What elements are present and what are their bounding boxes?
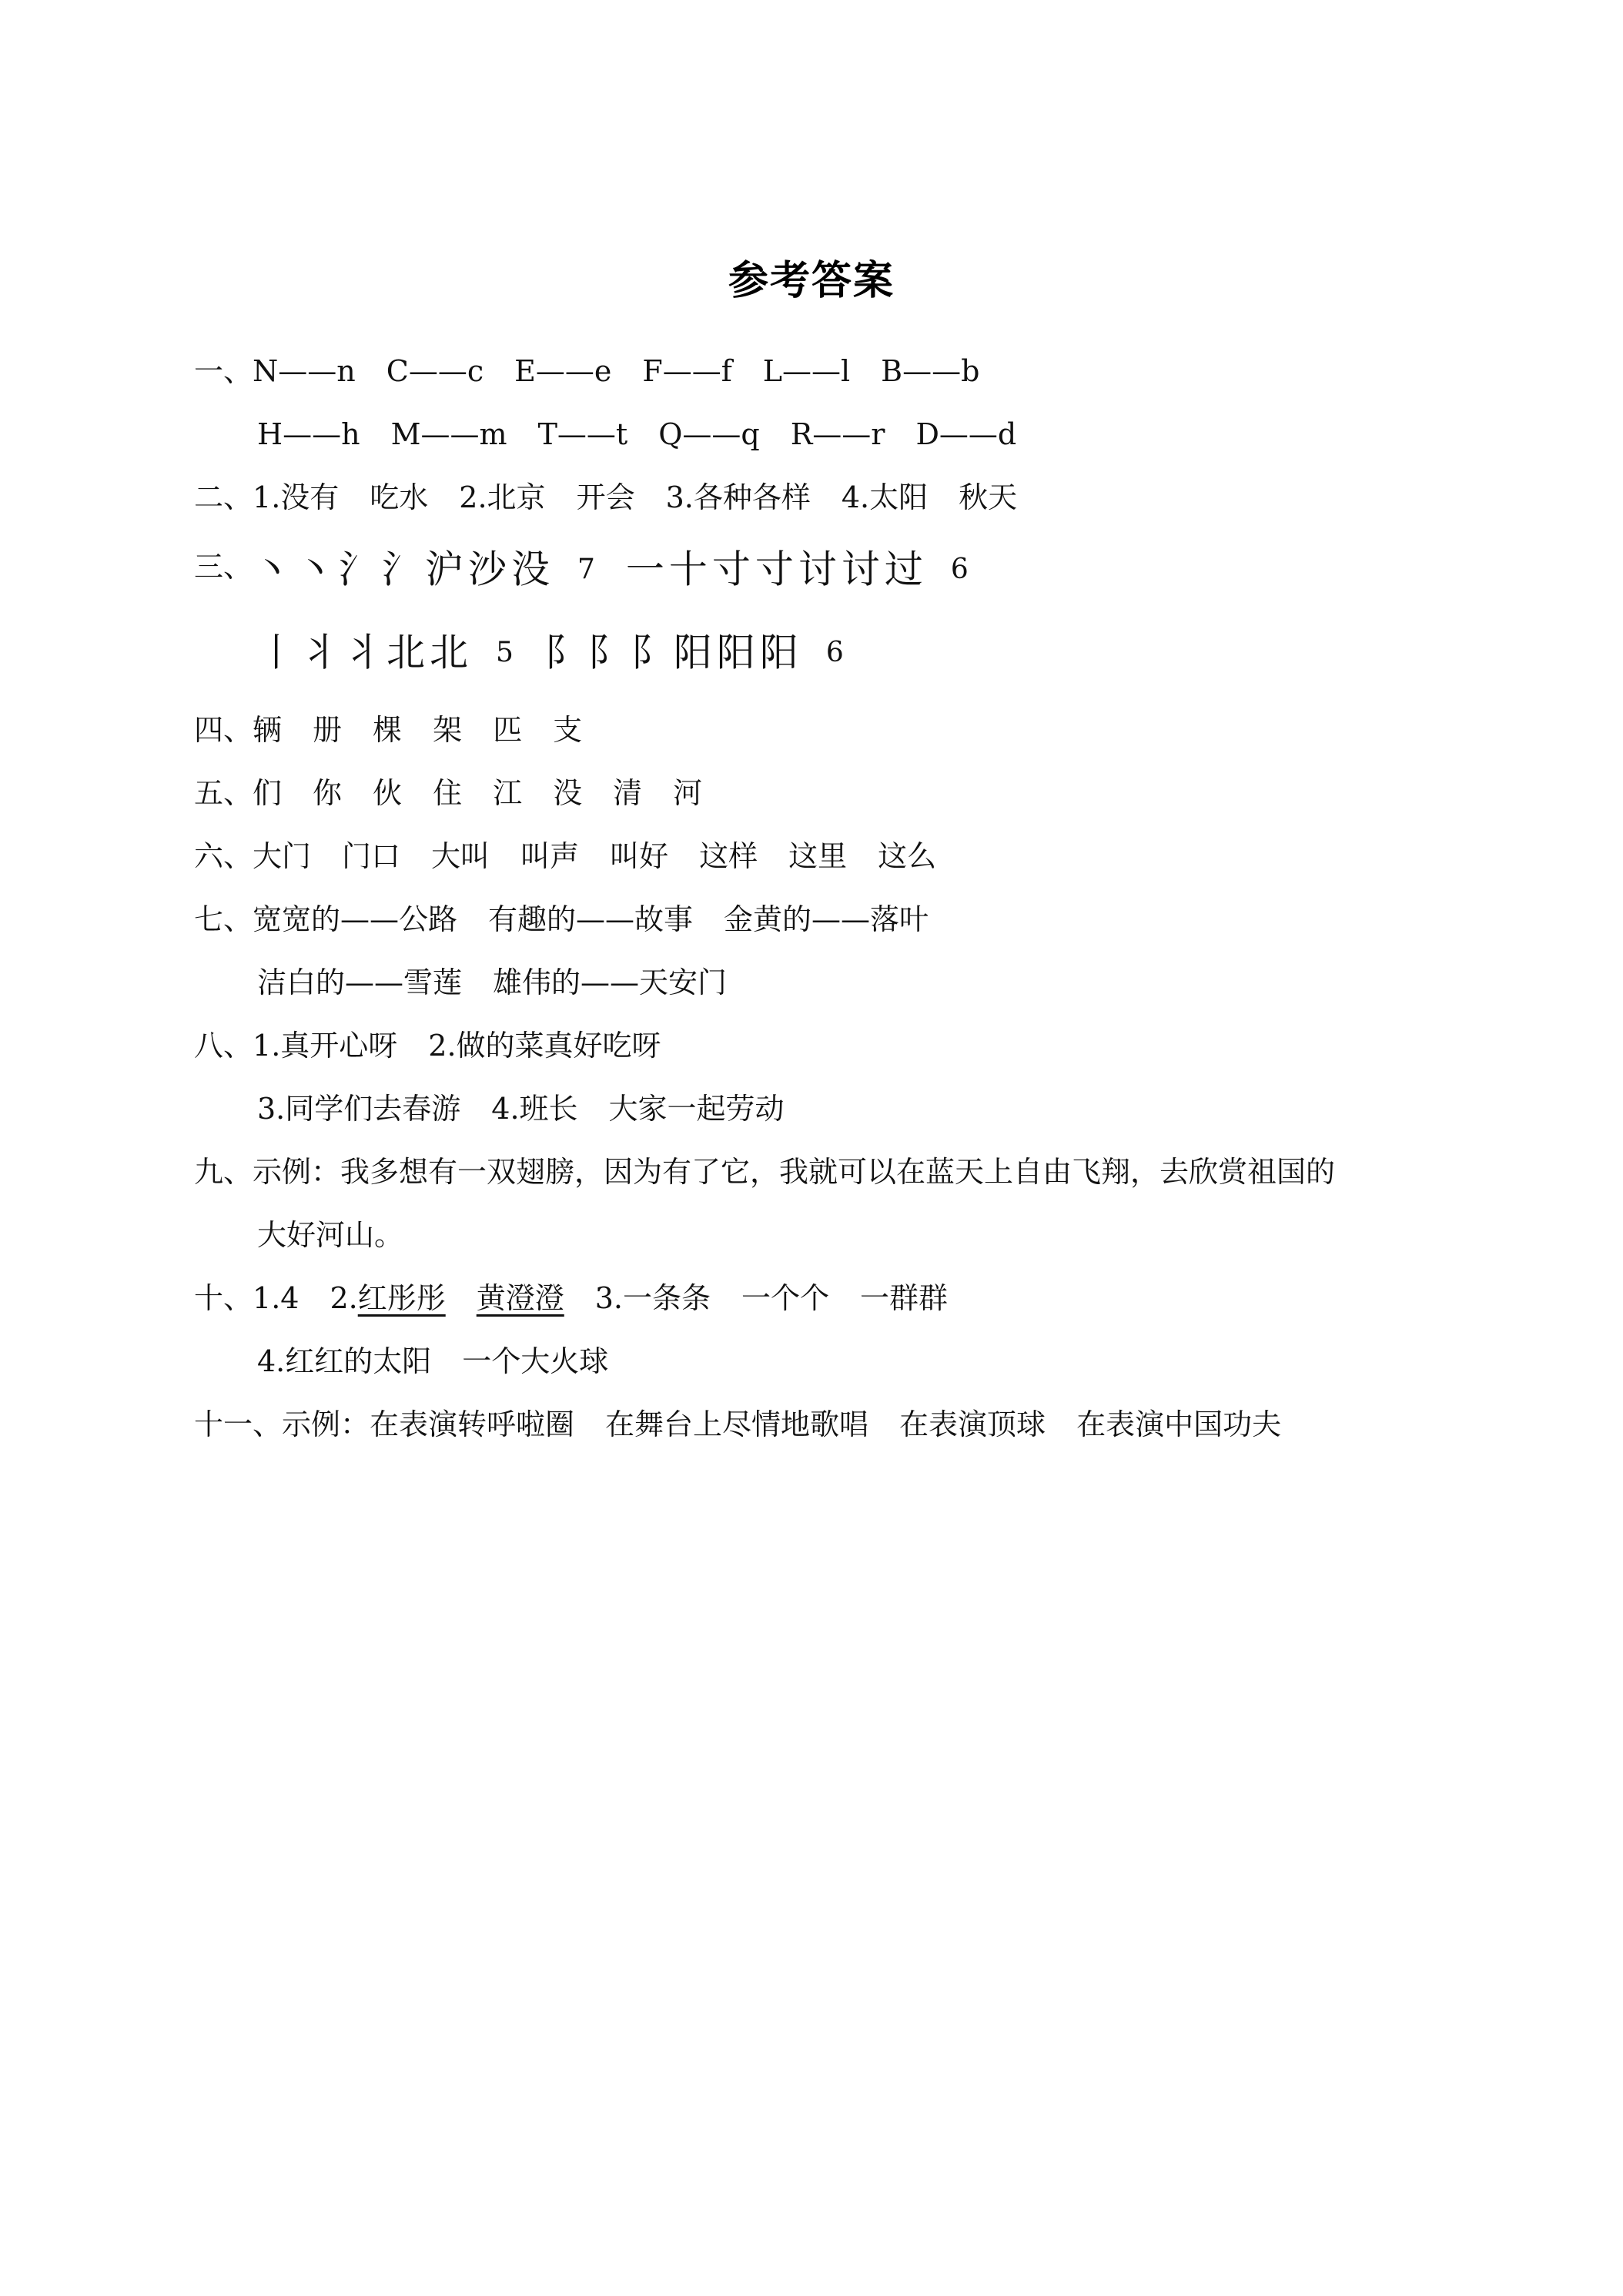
q8-item: 1.真开心呀 (253, 1029, 398, 1063)
q2-item: 秋天 (959, 480, 1018, 514)
q5-item: 江 (493, 776, 523, 810)
q8-item: 3.同学们去春游 (257, 1092, 461, 1126)
q2-item: 4.太阳 (841, 480, 929, 514)
q6-row (194, 833, 936, 879)
q5-item: 伙 (373, 776, 403, 810)
q1-pair: B——b (881, 354, 980, 388)
q11-label: 十一、 (194, 1407, 283, 1441)
q7-item: 金黄的——落叶 (724, 902, 929, 936)
q1-pair: Q——q (658, 417, 760, 451)
q7-item: 洁白的——雪莲 (257, 966, 463, 999)
q7-item: 宽宽的——公路 (253, 902, 458, 936)
q1-pair: D——d (915, 417, 1017, 451)
q10-item: 3.一条条 (594, 1281, 711, 1315)
q6-label: 六、 (194, 839, 253, 873)
q3-label: 三、 (194, 550, 253, 584)
q1-row2 (257, 411, 1016, 457)
q1-pair: F——f (642, 354, 732, 388)
page-title: 参考答案 (728, 257, 895, 304)
q5-row (194, 770, 702, 816)
q6-item: 大门 (253, 839, 312, 873)
q9-label: 九、 (194, 1155, 253, 1189)
q8-item: 4.班长 (491, 1092, 578, 1126)
q10-row2 (257, 1338, 608, 1384)
q2-row (194, 474, 1017, 520)
q4-item: 册 (313, 713, 343, 747)
q6-item: 门口 (342, 839, 401, 873)
q10-item: 一个个 (741, 1281, 830, 1315)
q11-item: 在舞台上尽情地歌唱 (605, 1407, 869, 1441)
q10-row1 (194, 1275, 948, 1321)
q10-item: 一群群 (860, 1281, 949, 1315)
q7-row1 (194, 896, 929, 942)
q8-row1 (194, 1022, 661, 1069)
q11-item: 在表演中国功夫 (1076, 1407, 1282, 1441)
q10-item: 2. (330, 1281, 358, 1315)
q1-pair: H——h (257, 417, 360, 451)
q7-label: 七、 (194, 902, 253, 936)
q4-item: 支 (553, 713, 583, 747)
stroke-count: 6 (950, 553, 969, 585)
q2-item: 开会 (576, 480, 635, 514)
q6-item: 这样 (699, 839, 758, 873)
q6-item: 这里 (788, 839, 848, 873)
q3-row1 (194, 544, 969, 593)
q1-pair: R——r (790, 417, 885, 451)
q10-item: 一个大火球 (462, 1344, 609, 1378)
q6-item: 这么 (878, 839, 937, 873)
q3-row2 (257, 627, 844, 676)
q9-row1 (194, 1149, 1335, 1195)
q6-item: 大叫 (431, 839, 490, 873)
q5-label: 五、 (194, 776, 253, 810)
q6-item: 叫声 (520, 839, 580, 873)
q5-item: 没 (553, 776, 583, 810)
q8-item: 大家一起劳动 (608, 1092, 785, 1126)
q1-label: 一、 (194, 354, 253, 388)
q11-item: 在表演顶球 (899, 1407, 1046, 1441)
q5-item: 们 (253, 776, 283, 810)
stroke-count: 6 (825, 636, 844, 668)
q1-row1 (194, 348, 979, 394)
q8-item: 2.做的菜真好吃呀 (428, 1029, 661, 1063)
q8-row2 (257, 1086, 785, 1132)
q7-row2 (257, 959, 727, 1006)
q9-text: 大好河山。 (257, 1218, 404, 1252)
q8-label: 八、 (194, 1029, 253, 1063)
stroke-order-mei: 丶丶氵氵沪沙没 (253, 547, 555, 592)
q10-underlined: 红彤彤 (357, 1281, 446, 1315)
q2-item: 3.各种各样 (665, 480, 811, 514)
q5-item: 你 (313, 776, 343, 810)
q4-item: 架 (433, 713, 463, 747)
q11-row (194, 1401, 1281, 1448)
q4-row (194, 707, 582, 753)
q1-pair: E——e (514, 354, 612, 388)
q7-item: 有趣的——故事 (488, 902, 694, 936)
q5-item: 河 (673, 776, 703, 810)
q7-item: 雄伟的——天安门 (493, 966, 728, 999)
q1-pair: N——n (253, 354, 356, 388)
stroke-count: 7 (577, 553, 595, 585)
q1-pair: T——t (537, 417, 628, 451)
q2-label: 二、 (194, 480, 253, 514)
q10-item: 1.4 (253, 1281, 300, 1315)
q5-item: 清 (613, 776, 643, 810)
q5-item: 住 (433, 776, 463, 810)
q1-pair: C——c (386, 354, 484, 388)
q9-row2 (257, 1212, 403, 1258)
q4-label: 四、 (194, 713, 253, 747)
q4-item: 辆 (253, 713, 283, 747)
q1-pair: L——l (762, 354, 851, 388)
q9-text: 示例：我多想有一双翅膀，因为有了它，我就可以在蓝天上自由飞翔，去欣赏祖国的 (253, 1155, 1336, 1189)
q11-item: 示例：在表演转呼啦圈 (282, 1407, 575, 1441)
stroke-order-yang: 阝阝阝阳阳阳 (544, 630, 803, 675)
q6-item: 叫好 (610, 839, 669, 873)
q2-item: 1.没有 (253, 480, 340, 514)
stroke-order-guo: 一十寸寸讨讨过 (625, 547, 928, 592)
q10-item: 4.红红的太阳 (257, 1344, 432, 1378)
q2-item: 吃水 (370, 480, 429, 514)
q4-item: 棵 (373, 713, 403, 747)
stroke-order-bei: 丨丬丬北北 (257, 630, 473, 675)
q10-label: 十、 (194, 1281, 253, 1315)
stroke-count: 5 (496, 636, 514, 668)
q4-item: 匹 (493, 713, 523, 747)
q10-underlined: 黄澄澄 (476, 1281, 564, 1315)
q1-pair: M——m (390, 417, 507, 451)
q2-item: 2.北京 (459, 480, 546, 514)
